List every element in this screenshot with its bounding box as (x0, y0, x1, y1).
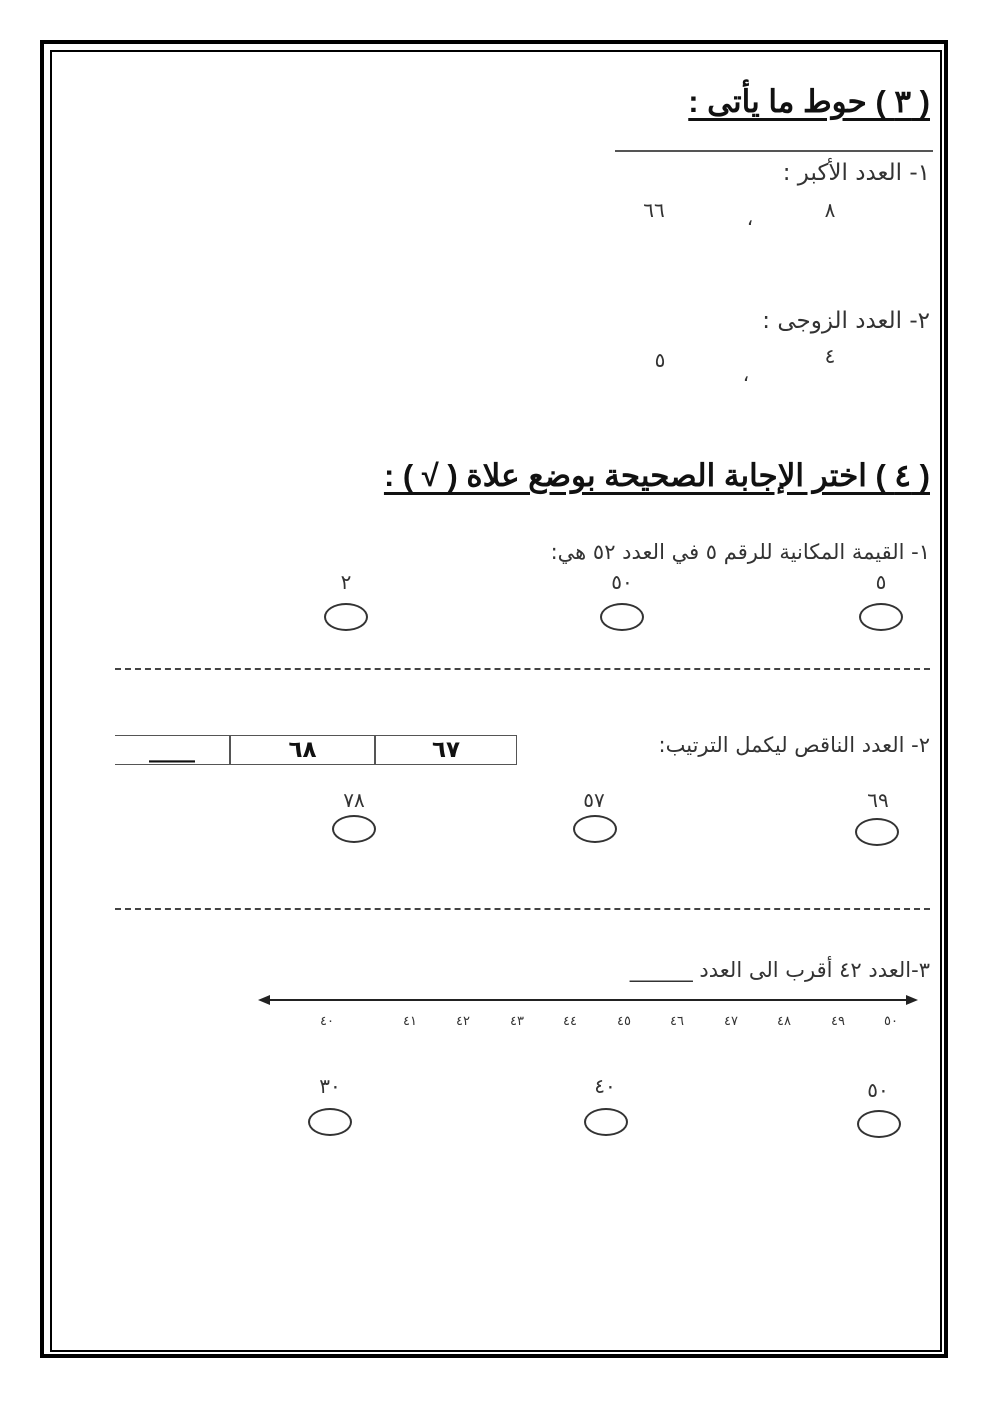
s4-q1-option-2-circle[interactable] (600, 603, 644, 631)
tick-label-3: ٤٨ (777, 1014, 791, 1029)
s3-q2-separator: ، (742, 362, 750, 386)
s4-q1-option-1-circle[interactable] (859, 603, 903, 631)
s4-q3-option-label-2: ٤٠ (594, 1074, 616, 1098)
section3-rule (615, 150, 933, 152)
divider-1 (115, 668, 930, 670)
s4-q2-option-label-3: ٧٨ (343, 788, 365, 812)
s3-q1-option-1[interactable]: ٨ (824, 198, 836, 222)
tick-label-1: ٥٠ (884, 1014, 898, 1029)
number-line (258, 990, 918, 1010)
number-line-right-arrow (906, 995, 918, 1005)
s4-q2-label: ٢- العدد الناقص ليكمل الترتيب: (658, 733, 930, 757)
s4-q1-option-label-2: ٥٠ (611, 570, 633, 594)
s4-q2-option-label-1: ٦٩ (867, 788, 889, 812)
s4-q3-option-3-circle[interactable] (308, 1108, 352, 1136)
sequence-cell-blank[interactable]: ____ (115, 735, 230, 765)
s4-q3-label: ٣-العدد ٤٢ أقرب الى العدد ______ (629, 958, 930, 982)
s4-q1-option-label-1: ٥ (875, 570, 887, 594)
sequence-cell-2: ٦٨ (230, 735, 375, 765)
s4-q2-option-label-2: ٥٧ (583, 788, 605, 812)
s3-q1-option-2[interactable]: ٦٦ (643, 198, 665, 222)
sequence-box (115, 735, 517, 765)
tick-label-4: ٤٧ (724, 1014, 738, 1029)
tick-label-8: ٤٣ (510, 1014, 524, 1029)
s4-q3-option-2-circle[interactable] (584, 1108, 628, 1136)
tick-label-11: ٤٠ (320, 1014, 334, 1029)
s4-q1-option-3-circle[interactable] (324, 603, 368, 631)
s3-q1-label: ١- العدد الأكبر : (782, 160, 930, 186)
s4-q2-option-2-circle[interactable] (573, 815, 617, 843)
s3-q2-option-1[interactable]: ٤ (824, 344, 836, 368)
section4-heading: ( ٤ ) اختر الإجابة الصحيحة بوضع علاة ( √ ) : (383, 458, 930, 493)
number-line-left-arrow (258, 995, 270, 1005)
s3-q2-label: ٢- العدد الزوجى : (762, 308, 930, 334)
s4-q3-option-1-circle[interactable] (857, 1110, 901, 1138)
tick-label-2: ٤٩ (831, 1014, 845, 1029)
s4-q3-option-label-1: ٥٠ (867, 1078, 889, 1102)
divider-2 (115, 908, 930, 910)
tick-label-9: ٤٢ (456, 1014, 470, 1029)
sequence-cell-1: ٦٧ (375, 735, 517, 765)
section3-heading: ( ٣ ) حوط ما يأتى : (688, 84, 930, 119)
s4-q3-option-label-3: ٣٠ (319, 1074, 341, 1098)
s3-q2-option-2[interactable]: ٥ (654, 348, 666, 372)
s4-q2-option-3-circle[interactable] (332, 815, 376, 843)
page-border-inner (50, 50, 942, 1352)
tick-label-6: ٤٥ (617, 1014, 631, 1029)
s4-q1-label: ١- القيمة المكانية للرقم ٥ في العدد ٥٢ هي: (550, 540, 930, 564)
tick-label-10: ٤١ (403, 1014, 417, 1029)
tick-label-5: ٤٦ (670, 1014, 684, 1029)
s4-q1-option-label-3: ٢ (340, 570, 352, 594)
tick-label-7: ٤٤ (563, 1014, 577, 1029)
s4-q2-option-1-circle[interactable] (855, 818, 899, 846)
s3-q1-separator: ، (746, 206, 754, 230)
